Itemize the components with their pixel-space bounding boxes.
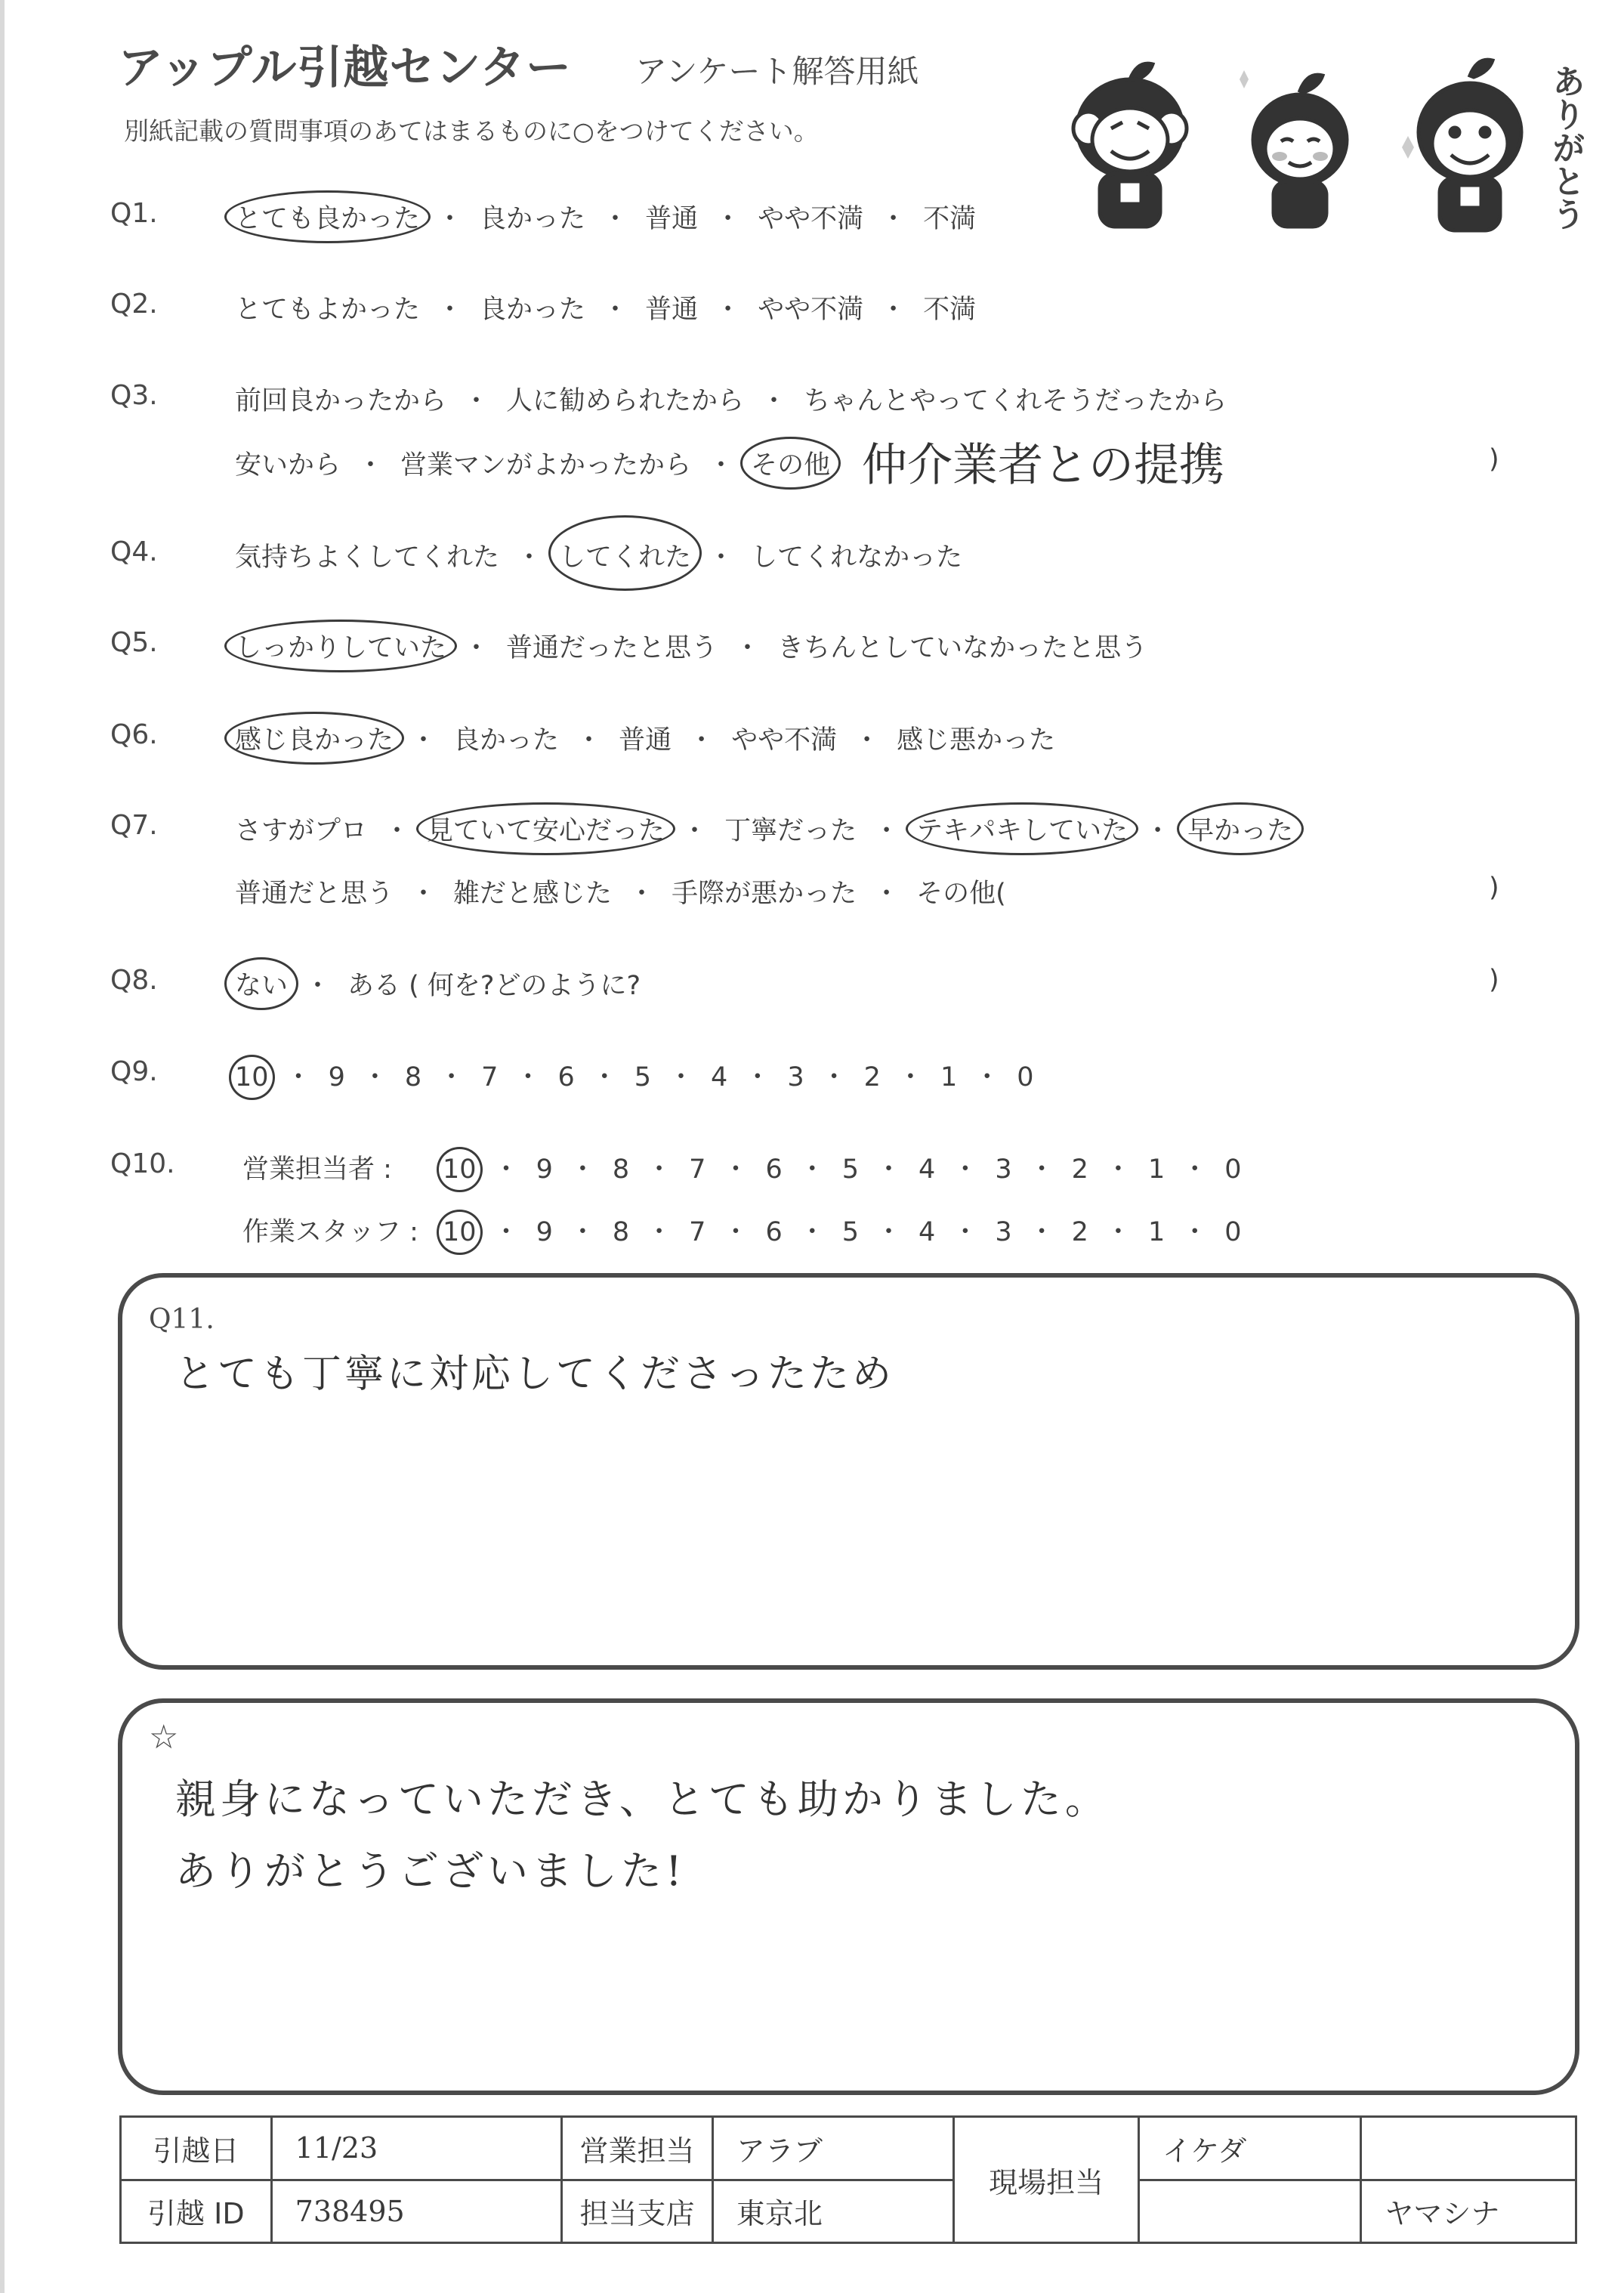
selection-circle	[224, 957, 298, 1010]
q2-options: とてもよかった ・ 良かった ・ 普通 ・ やや不満 ・ 不満	[235, 289, 976, 326]
q2-option[interactable]: 普通	[645, 295, 699, 325]
q10-sales-score[interactable]: 10	[443, 1154, 477, 1185]
q10-staff-score[interactable]: 10	[443, 1217, 477, 1247]
q7-option[interactable]: さすがプロ	[235, 816, 368, 846]
q9-score[interactable]: 8	[404, 1062, 422, 1092]
q2-label: Q2.	[110, 289, 158, 320]
q10-sales-score[interactable]: 9	[536, 1154, 553, 1185]
move-id-label: 引越 ID	[121, 2180, 272, 2243]
q8-close-paren: )	[1489, 965, 1499, 995]
q1-options: とても良かった ・ 良かった ・ 普通 ・ やや不満 ・ 不満	[235, 198, 976, 236]
comment-line-1: 親身になっていただき、とても助かりました。	[175, 1775, 1110, 1823]
q11-answer-box[interactable]	[118, 1273, 1579, 1670]
q5-option[interactable]: きちんとしていなかったと思う	[777, 633, 1148, 663]
instruction-text: 別紙記載の質問事項のあてはまるものに○をつけてください。	[124, 116, 819, 146]
q3-close-paren: )	[1489, 444, 1499, 474]
q4-option[interactable]: してくれなかった	[751, 542, 963, 573]
q8-label: Q8.	[110, 965, 158, 996]
q3-option[interactable]: 営業マンがよかったから	[400, 450, 692, 481]
q10-sales-score[interactable]: 5	[841, 1154, 860, 1185]
q10-staff-label: 作業スタッフ :	[242, 1217, 418, 1247]
q1-option[interactable]: とても良かった	[235, 198, 420, 236]
q3-options-line1: 前回良かったから ・ 人に勧められたから ・ ちゃんとやってくれそうだったから	[235, 380, 1227, 418]
monkey-mascot-icon	[1058, 57, 1534, 246]
q10-staff-score[interactable]: 4	[919, 1217, 936, 1247]
selection-circle	[437, 1147, 483, 1192]
q3-options-line2: 安いから ・ 営業マンがよかったから ・ その他	[235, 444, 830, 482]
q5-options: しっかりしていた ・ 普通だったと思う ・ きちんとしていなかったと思う	[235, 627, 1147, 665]
empty-cell[interactable]	[1361, 2117, 1576, 2180]
q7-option[interactable]: 普通だと思う	[235, 879, 394, 909]
q1-option[interactable]: やや不満	[758, 204, 864, 234]
q8-option[interactable]: ない	[235, 965, 288, 1003]
q6-option[interactable]: 普通	[619, 725, 672, 756]
q5-option[interactable]: しっかりしていた	[235, 627, 446, 665]
q10-sales-label: 営業担当者 :	[242, 1154, 392, 1185]
q4-label: Q4.	[110, 536, 158, 567]
form-subtitle: アンケート解答用紙	[635, 53, 919, 90]
q8-options: ない ・ ある ( 何を?どのように?	[235, 965, 641, 1003]
q9-score[interactable]: 9	[328, 1062, 345, 1092]
q7-option[interactable]: 雑だと感じた	[453, 879, 613, 909]
q9-score[interactable]: 7	[481, 1062, 499, 1092]
q6-option[interactable]: 感じ良かった	[235, 719, 394, 757]
q6-options: 感じ良かった ・ 良かった ・ 普通 ・ やや不満 ・ 感じ悪かった	[235, 719, 1055, 757]
site-label: 現場担当	[954, 2117, 1139, 2243]
q7-option[interactable]: 早かった	[1187, 810, 1293, 848]
q10-sales-score[interactable]: 4	[919, 1154, 936, 1185]
comment-line-2: ありがとうございました!	[175, 1847, 686, 1895]
q3-option[interactable]: 人に勧められたから	[506, 386, 745, 416]
q9-score[interactable]: 2	[863, 1062, 881, 1092]
move-id-value[interactable]: 738495	[271, 2180, 562, 2243]
q10-sales-score[interactable]: 0	[1224, 1154, 1242, 1185]
comment-box[interactable]	[118, 1698, 1579, 2095]
company-title: アップル引越センター	[118, 42, 572, 94]
sales-value[interactable]: アラブ	[712, 2117, 953, 2180]
q7-option[interactable]: その他(	[916, 879, 1006, 909]
q7-option[interactable]: テキパキしていた	[916, 810, 1128, 848]
q2-option[interactable]: やや不満	[758, 295, 864, 325]
q11-label: Q11.	[149, 1304, 215, 1335]
q11-answer-text: とても丁寧に対応してくださったため	[175, 1352, 895, 1397]
q10-staff-score[interactable]: 0	[1224, 1217, 1242, 1247]
q10-staff-score[interactable]: 9	[536, 1217, 553, 1247]
q5-option[interactable]: 普通だったと思う	[506, 633, 718, 663]
empty-cell[interactable]	[1138, 2180, 1361, 2243]
q6-option[interactable]: 感じ悪かった	[897, 725, 1056, 756]
selection-circle	[437, 1210, 483, 1255]
q7-options-line1: さすがプロ ・ 見ていて安心だった ・ 丁寧だった ・ テキパキしていた ・ 早かった	[235, 810, 1293, 848]
q10-sales-score[interactable]: 2	[1071, 1154, 1088, 1185]
q6-option[interactable]: やや不満	[731, 725, 838, 756]
q10-sales-score[interactable]: 6	[765, 1154, 783, 1185]
q2-option[interactable]: 不満	[923, 295, 977, 325]
q2-option[interactable]: 良かった	[480, 295, 586, 325]
move-date-value[interactable]: 11/23	[271, 2117, 562, 2180]
q10-staff-score[interactable]: 5	[841, 1217, 860, 1247]
selection-circle	[416, 802, 675, 855]
q3-other-answer[interactable]: 仲介業者との提携	[862, 439, 1224, 492]
q9-label: Q9.	[110, 1056, 158, 1087]
q3-label: Q3.	[110, 380, 158, 411]
q1-option[interactable]: 不満	[923, 204, 977, 234]
q10-staff-score[interactable]: 3	[995, 1217, 1012, 1247]
q10-staff-score[interactable]: 7	[689, 1217, 706, 1247]
q9-score[interactable]: 3	[787, 1062, 804, 1092]
q10-sales-score[interactable]: 1	[1147, 1154, 1166, 1185]
q9-score[interactable]: 6	[557, 1062, 575, 1092]
q6-label: Q6.	[110, 719, 158, 750]
q3-option[interactable]: その他	[751, 444, 830, 482]
q1-option[interactable]: 普通	[645, 204, 699, 234]
selection-circle	[548, 515, 702, 591]
site-staff-2[interactable]: ヤマシナ	[1361, 2180, 1576, 2243]
selection-circle	[224, 712, 404, 765]
q10-sales-scale: 営業担当者 : 10 ・ 9 ・ 8 ・ 7 ・ 6 ・ 5 ・ 4 ・ 3 ・ 2 ・ 1 ・ 0	[242, 1148, 1242, 1186]
q10-staff-scale: 作業スタッフ : 10 ・ 9 ・ 8 ・ 7 ・ 6 ・ 5 ・ 4 ・ 3 ・ 2 ・ 1 ・ 0	[242, 1211, 1242, 1249]
q9-score[interactable]: 4	[711, 1062, 728, 1092]
q7-label: Q7.	[110, 810, 158, 841]
thanks-text: ありがとう	[1546, 64, 1585, 230]
q10-staff-score[interactable]: 8	[612, 1217, 630, 1247]
star-icon: ☆	[149, 1718, 179, 1757]
q8-option[interactable]: ある ( 何を?どのように?	[347, 971, 641, 1001]
q10-staff-score[interactable]: 2	[1071, 1217, 1088, 1247]
q9-score[interactable]: 0	[1017, 1062, 1034, 1092]
q10-label: Q10.	[110, 1148, 175, 1179]
q10-sales-score[interactable]: 7	[689, 1154, 706, 1185]
q4-options: 気持ちよくしてくれた ・ してくれた ・ してくれなかった	[235, 536, 962, 574]
q1-option[interactable]: 良かった	[480, 204, 586, 234]
site-staff-1[interactable]: イケダ	[1138, 2117, 1361, 2180]
q9-scale: 10 ・ 9 ・ 8 ・ 7 ・ 6 ・ 5 ・ 4 ・ 3 ・ 2 ・ 1 ・ 0	[235, 1056, 1034, 1094]
q7-option[interactable]: 丁寧だった	[724, 816, 857, 846]
move-info-table	[119, 2115, 1577, 2244]
q7-option[interactable]: 手際が悪かった	[672, 879, 857, 909]
q3-option[interactable]: ちゃんとやってくれそうだったから	[804, 386, 1227, 416]
q2-option[interactable]: とてもよかった	[235, 295, 421, 325]
sales-label: 営業担当	[562, 2117, 713, 2180]
q10-sales-score[interactable]: 3	[995, 1154, 1012, 1185]
q9-score[interactable]: 1	[940, 1062, 958, 1092]
selection-circle	[229, 1055, 275, 1100]
q4-option[interactable]: してくれた	[559, 536, 691, 574]
q1-label: Q1.	[110, 198, 158, 229]
q7-option[interactable]: 見ていて安心だった	[427, 810, 665, 848]
q10-staff-score[interactable]: 6	[765, 1217, 783, 1247]
selection-circle	[224, 190, 431, 243]
selection-circle	[1177, 802, 1304, 855]
selection-circle	[906, 802, 1138, 855]
q4-option[interactable]: 気持ちよくしてくれた	[235, 542, 500, 573]
q9-score[interactable]: 5	[634, 1062, 652, 1092]
q7-options-line2: 普通だと思う ・ 雑だと感じた ・ 手際が悪かった ・ その他(	[235, 873, 1006, 910]
q10-sales-score[interactable]: 8	[612, 1154, 630, 1185]
q3-option[interactable]: 安いから	[235, 450, 341, 481]
q9-score[interactable]: 10	[235, 1062, 269, 1092]
q5-label: Q5.	[110, 627, 158, 658]
branch-value[interactable]: 東京北	[712, 2180, 953, 2243]
q7-close-paren: )	[1489, 873, 1499, 903]
q10-staff-score[interactable]: 1	[1147, 1217, 1166, 1247]
selection-circle	[740, 437, 841, 490]
q3-option[interactable]: 前回良かったから	[235, 386, 447, 416]
branch-label: 担当支店	[562, 2180, 713, 2243]
move-date-label: 引越日	[121, 2117, 272, 2180]
q6-option[interactable]: 良かった	[453, 725, 560, 756]
selection-circle	[224, 620, 457, 672]
